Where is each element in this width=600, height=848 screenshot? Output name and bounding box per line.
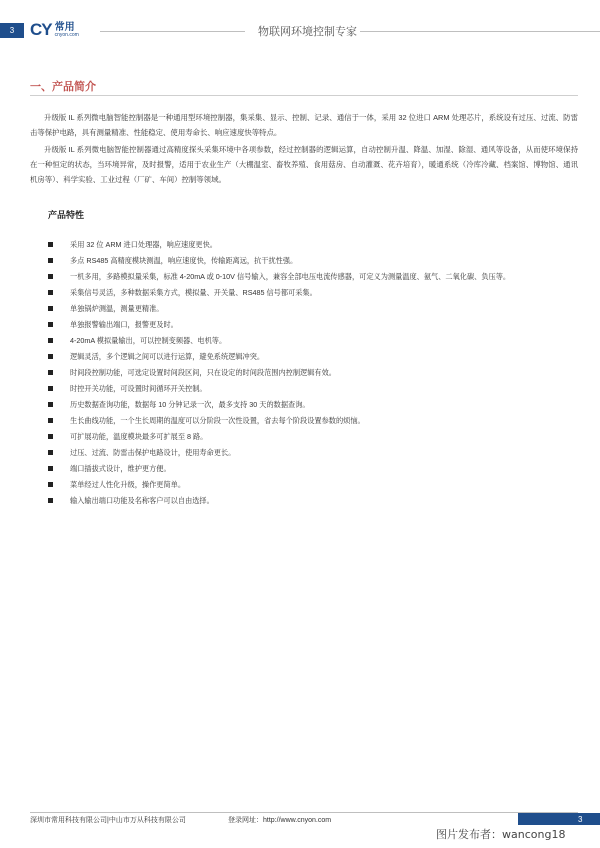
feature-text: 多点 RS485 高精度模块测温，响应速度快，传输距离远，抗干扰性强。 bbox=[70, 256, 298, 265]
footer-divider bbox=[30, 812, 578, 813]
section-divider bbox=[30, 95, 578, 96]
bullet-square-icon bbox=[48, 402, 53, 407]
logo-mark: CY bbox=[30, 20, 52, 39]
bullet-square-icon bbox=[48, 306, 53, 311]
bullet-square-icon bbox=[48, 498, 53, 503]
feature-item bbox=[48, 381, 588, 397]
logo-url: cnyon.com bbox=[54, 31, 79, 38]
bullet-square-icon bbox=[48, 242, 53, 247]
intro-paragraph-1: 升级版 IL 系列微电脑智能控制器是一种通用型环境控制器，集采集、显示、控制、记录、通信于一体，采用 32 位进口 ARM 处理芯片，系统设有过压、过流、防雷击等保护电路，具有测量精准、性能稳定、使用寿命长、响应速度快等特点。 bbox=[30, 113, 578, 137]
bullet-square-icon bbox=[48, 450, 53, 455]
bullet-square-icon bbox=[48, 258, 53, 263]
intro-paragraph-2: 升级版 IL 系列微电脑智能控制器通过高精度探头采集环境中各项参数，经过控制器的逻辑运算，自动控制升温、降温、加湿、除湿、通风等设备，从而使环境保持在一种恒定的状态，当环境异常，及时报警，适用于农业生产（大棚温室、畜牧养殖、食用菇房、自动灌溉、花卉培育），暖通系统（冷库冷藏、档案馆、博物馆、通讯机房等）、科学实验、工业过程（厂矿、车间）控制等领域。 bbox=[30, 145, 578, 184]
feature-text: 时控开关功能，可设置时间循环开关控制。 bbox=[70, 384, 207, 393]
header-divider-right bbox=[360, 31, 600, 32]
bullet-square-icon bbox=[48, 466, 53, 471]
feature-text: 菜单经过人性化升级，操作更简单。 bbox=[70, 480, 186, 489]
feature-item bbox=[48, 365, 588, 381]
section-heading: 一、产品简介 bbox=[30, 81, 96, 93]
features-list bbox=[48, 237, 588, 509]
feature-item bbox=[48, 477, 588, 493]
bullet-square-icon bbox=[48, 354, 53, 359]
header-divider-left bbox=[100, 31, 245, 32]
bullet-square-icon bbox=[48, 274, 53, 279]
footer-page-bar bbox=[518, 813, 600, 825]
bullet-square-icon bbox=[48, 338, 53, 343]
feature-text: 一机多用，多路模拟量采集，标准 4-20mA 或 0-10V 信号输入，兼容全部电压电流传感器，可定义为测量温度、氨气、二氧化碳、负压等。 bbox=[70, 272, 511, 281]
bullet-square-icon bbox=[48, 434, 53, 439]
header-page-tab: 3 bbox=[0, 23, 24, 38]
feature-item bbox=[48, 269, 588, 285]
feature-item bbox=[48, 429, 588, 445]
bullet-square-icon bbox=[48, 322, 53, 327]
logo-text bbox=[55, 23, 79, 38]
feature-item bbox=[48, 445, 588, 461]
publisher-watermark: 图片发布者：wancong18 bbox=[436, 828, 566, 841]
feature-text: 逻辑灵活，多个逻辑之间可以进行运算，避免系统逻辑冲突。 bbox=[70, 352, 265, 361]
footer-website: 登录网址：http://www.cnyon.com bbox=[228, 817, 332, 824]
feature-text: 生长曲线功能，一个生长周期的温度可以分阶段一次性设置，省去每个阶段设置参数的烦恼。 bbox=[70, 416, 365, 425]
bullet-square-icon bbox=[48, 418, 53, 423]
feature-item bbox=[48, 349, 588, 365]
feature-item bbox=[48, 397, 588, 413]
feature-item bbox=[48, 285, 588, 301]
feature-item bbox=[48, 317, 588, 333]
features-heading: 产品特性 bbox=[48, 210, 85, 220]
feature-text: 输入输出端口功能及名称客户可以自由选择。 bbox=[70, 496, 214, 505]
header-title: 物联网环境控制专家 bbox=[258, 26, 357, 38]
feature-text: 时间段控制功能，可选定设置时间段区间，只在设定的时间段范围内控制逻辑有效。 bbox=[70, 368, 336, 377]
feature-text: 4-20mA 模拟量输出，可以控制变频器、电机等。 bbox=[70, 336, 227, 345]
feature-text: 单独报警输出端口，报警更及时。 bbox=[70, 320, 178, 329]
bullet-square-icon bbox=[48, 482, 53, 487]
bullet-square-icon bbox=[48, 386, 53, 391]
feature-text: 可扩展功能，温度模块最多可扩展至 8 路。 bbox=[70, 432, 208, 441]
feature-item bbox=[48, 237, 588, 253]
feature-item bbox=[48, 301, 588, 317]
feature-item bbox=[48, 461, 588, 477]
feature-item bbox=[48, 413, 588, 429]
logo-name: 常用 bbox=[54, 21, 75, 33]
feature-text: 单独锅炉测温，测量更精准。 bbox=[70, 304, 164, 313]
feature-item bbox=[48, 253, 588, 269]
feature-text: 采集信号灵活，多种数据采集方式，模拟量、开关量、RS485 信号都可采集。 bbox=[70, 288, 317, 297]
feature-item bbox=[48, 493, 588, 509]
feature-text: 历史数据查询功能，数据每 10 分钟记录一次，最多支持 30 天的数据查询。 bbox=[70, 400, 310, 409]
feature-item bbox=[48, 333, 588, 349]
footer-company: 深圳市常用科技有限公司|中山市万从科技有限公司 bbox=[30, 817, 186, 824]
footer-page-number: 3 bbox=[578, 815, 583, 824]
bullet-square-icon bbox=[48, 290, 53, 295]
company-logo bbox=[30, 20, 79, 40]
feature-text: 端口插拔式设计，维护更方便。 bbox=[70, 464, 171, 473]
bullet-square-icon bbox=[48, 370, 53, 375]
feature-text: 采用 32 位 ARM 进口处理器，响应速度更快。 bbox=[70, 240, 217, 249]
feature-text: 过压、过流、防雷击保护电路设计，使用寿命更长。 bbox=[70, 448, 236, 457]
